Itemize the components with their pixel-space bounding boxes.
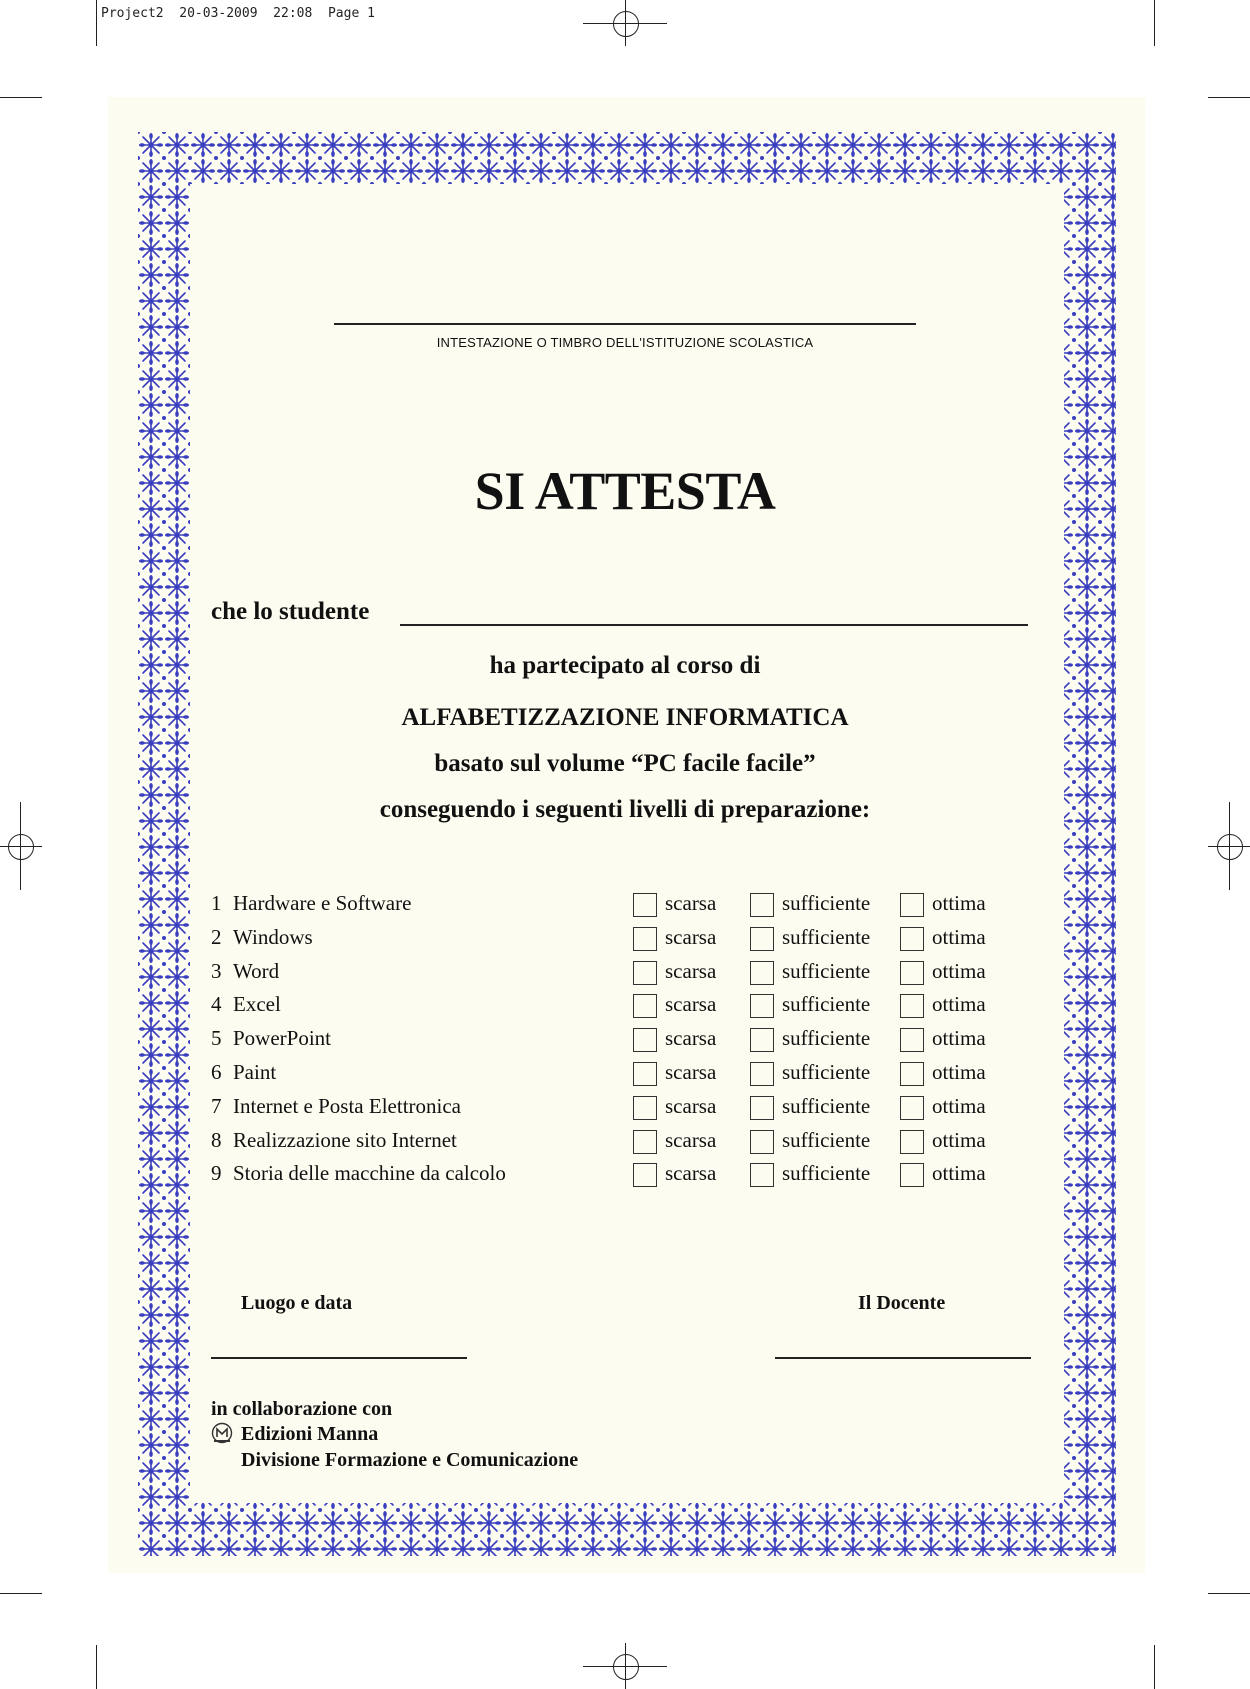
subject-number: 4 (211, 992, 222, 1017)
certificate-title: SI ATTESTA (474, 461, 776, 521)
crop-mark (0, 97, 42, 98)
stamp-caption: INTESTAZIONE O TIMBRO DELL'ISTITUZIONE SCOLASTICA (436, 335, 814, 350)
level-checkbox-scarsa[interactable] (633, 961, 657, 985)
student-label: che lo studente (211, 598, 370, 625)
level-checkbox-scarsa[interactable] (633, 1163, 657, 1187)
subject-row (0, 925, 1250, 955)
participated-text: ha partecipato al corso di (489, 652, 761, 679)
place-date-line (211, 1357, 467, 1359)
subject-row (0, 1094, 1250, 1124)
subject-row (0, 891, 1250, 921)
subject-name: Storia delle macchine da calcolo (233, 1161, 506, 1186)
crop-mark (96, 0, 97, 46)
level-checkbox-ottima[interactable] (900, 927, 924, 951)
course-name: ALFABETIZZAZIONE INFORMATICA (401, 704, 849, 731)
level-label-ottima: ottima (932, 1026, 986, 1051)
subject-name: Excel (233, 992, 281, 1017)
subject-number: 6 (211, 1060, 222, 1084)
level-label-ottima: ottima (932, 992, 986, 1017)
level-label-ottima: ottima (932, 1127, 986, 1152)
level-label-scarsa: scarsa (665, 992, 717, 1017)
level-label-sufficiente: sufficiente (782, 992, 871, 1017)
level-checkbox-sufficiente[interactable] (750, 994, 774, 1018)
teacher-label: Il Docente (858, 1292, 946, 1314)
level-label-sufficiente: sufficiente (782, 958, 871, 983)
level-label-ottima: ottima (932, 1161, 986, 1186)
level-checkbox-sufficiente[interactable] (750, 1062, 774, 1086)
based-on-text: basato sul volume “PC facile facile” (434, 750, 816, 777)
level-label-sufficiente: sufficiente (782, 1127, 871, 1152)
level-checkbox-ottima[interactable] (900, 1062, 924, 1086)
level-label-scarsa: scarsa (665, 891, 717, 915)
subject-number: 8 (211, 1127, 222, 1152)
level-checkbox-sufficiente[interactable] (750, 1028, 774, 1052)
subject-number: 5 (211, 1026, 222, 1051)
level-label-sufficiente: sufficiente (782, 1026, 871, 1051)
level-checkbox-ottima[interactable] (900, 1096, 924, 1120)
crop-mark (96, 1645, 97, 1689)
level-checkbox-sufficiente[interactable] (750, 927, 774, 951)
subject-row (0, 959, 1250, 989)
level-label-scarsa: scarsa (665, 1161, 717, 1186)
publisher-division: Divisione Formazione e Comunicazione (241, 1449, 579, 1471)
subject-name: Internet e Posta Elettronica (233, 1093, 461, 1118)
level-label-scarsa: scarsa (665, 1026, 717, 1051)
level-checkbox-scarsa[interactable] (633, 1096, 657, 1120)
level-label-scarsa: scarsa (665, 1093, 717, 1118)
level-checkbox-scarsa[interactable] (633, 1062, 657, 1086)
level-checkbox-ottima[interactable] (900, 893, 924, 917)
subject-row (0, 992, 1250, 1022)
level-label-sufficiente: sufficiente (782, 1093, 871, 1118)
level-label-scarsa: scarsa (665, 958, 717, 983)
crop-mark (1208, 1593, 1250, 1594)
crop-mark (0, 1593, 42, 1594)
subject-number: 7 (211, 1093, 222, 1118)
level-label-ottima: ottima (932, 958, 986, 983)
place-date-label: Luogo e data (241, 1292, 353, 1314)
level-checkbox-ottima[interactable] (900, 961, 924, 985)
crop-mark (1154, 1645, 1155, 1689)
crop-mark (1154, 0, 1155, 46)
subject-name: Realizzazione sito Internet (233, 1127, 457, 1152)
level-checkbox-scarsa[interactable] (633, 1130, 657, 1154)
level-checkbox-scarsa[interactable] (633, 927, 657, 951)
level-checkbox-sufficiente[interactable] (750, 893, 774, 917)
subject-name: Windows (233, 924, 313, 949)
level-label-scarsa: scarsa (665, 1127, 717, 1152)
subject-number: 9 (211, 1161, 222, 1186)
level-label-sufficiente: sufficiente (782, 891, 871, 915)
level-label-ottima: ottima (932, 1060, 986, 1084)
stamp-line (334, 323, 916, 325)
subject-number: 2 (211, 924, 222, 949)
print-slug: Project2 20-03-2009 22:08 Page 1 (101, 6, 375, 21)
subject-name: PowerPoint (233, 1026, 332, 1051)
level-checkbox-ottima[interactable] (900, 1163, 924, 1187)
level-checkbox-sufficiente[interactable] (750, 1163, 774, 1187)
level-label-ottima: ottima (932, 1093, 986, 1118)
level-checkbox-scarsa[interactable] (633, 1028, 657, 1052)
level-label-scarsa: scarsa (665, 1060, 717, 1084)
level-label-sufficiente: sufficiente (782, 1060, 871, 1084)
subject-row (0, 1026, 1250, 1056)
subject-number: 1 (211, 891, 222, 915)
publisher-name: Edizioni Manna (241, 1423, 379, 1445)
teacher-signature-line (775, 1357, 1031, 1359)
level-checkbox-ottima[interactable] (900, 1028, 924, 1052)
level-checkbox-sufficiente[interactable] (750, 961, 774, 985)
subject-name: Paint (233, 1060, 277, 1084)
level-label-scarsa: scarsa (665, 924, 717, 949)
level-checkbox-scarsa[interactable] (633, 893, 657, 917)
student-name-line (400, 624, 1028, 626)
level-checkbox-scarsa[interactable] (633, 994, 657, 1018)
subject-name: Word (233, 958, 280, 983)
achieving-text: conseguendo i seguenti livelli di preparazione: (379, 796, 871, 823)
subject-row (0, 1060, 1250, 1090)
subject-name: Hardware e Software (233, 891, 412, 915)
crop-mark (1208, 97, 1250, 98)
collab-label: in collaborazione con (211, 1398, 393, 1420)
level-label-ottima: ottima (932, 891, 986, 915)
level-checkbox-sufficiente[interactable] (750, 1130, 774, 1154)
subject-row (0, 1128, 1250, 1158)
publisher-logo-icon (211, 1422, 233, 1444)
level-label-sufficiente: sufficiente (782, 1161, 871, 1186)
subject-number: 3 (211, 958, 222, 983)
level-label-sufficiente: sufficiente (782, 924, 871, 949)
level-checkbox-sufficiente[interactable] (750, 1096, 774, 1120)
level-checkbox-ottima[interactable] (900, 994, 924, 1018)
subject-row (0, 1161, 1250, 1191)
level-checkbox-ottima[interactable] (900, 1130, 924, 1154)
level-label-ottima: ottima (932, 924, 986, 949)
